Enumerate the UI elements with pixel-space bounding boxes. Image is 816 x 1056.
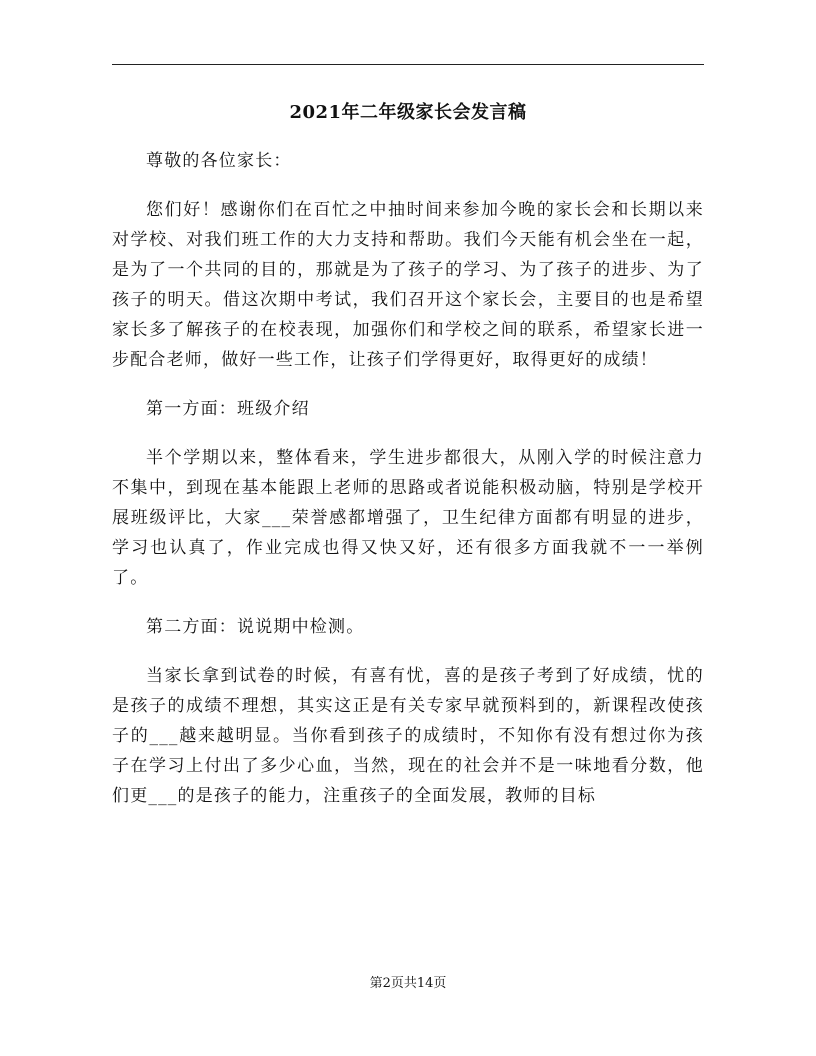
salutation: 尊敬的各位家长： (146, 151, 292, 171)
document-body (112, 146, 704, 830)
paragraph-greeting: 您们好！感谢你们在百忙之中抽时间来参加今晚的家长会和长期以来对学校、对我们班工作的大力支持和帮助。我们今天能有机会坐在一起，是为了一个共同的目的，那就是为了孩子的学习、为了孩子的进步、为了孩子的明天。借这次期中考试，我们召开这个家长会，主要目的也是希望家长多了解孩子的在校表现，加强你们和学校之间的联系，希望家长进一步配合老师，做好一些工作，让孩子们学得更好，取得更好的成绩！ (112, 200, 704, 370)
paragraph-class-intro: 半个学期以来，整体看来，学生进步都很大，从刚入学的时候注意力不集中，到现在基本能跟上老师的思路或者说能积极动脑，特别是学校开展班级评比，大家___荣誉感都增强了，卫生纪律方面都有明显的进步，学习也认真了，作业完成也得又快又好，还有很多方面我就不一一举例了。 (112, 448, 704, 588)
page-number: 第2页共14页 (369, 976, 447, 991)
section-heading-midterm: 第二方面：说说期中检测。 (146, 617, 365, 637)
document-title: 2021年二年级家长会发言稿 (289, 102, 527, 123)
paragraph-midterm: 当家长拿到试卷的时候，有喜有忧，喜的是孩子考到了好成绩，忧的是孩子的成绩不理想，其实这正是有关专家早就预料到的，新课程改使孩子的___越来越明显。当你看到孩子的成绩时，不知你有没有想过你为孩子在学习上付出了多少心血，当然，现在的社会并不是一味地看分数，他们更___的是孩子的能力，注重孩子的全面发展，教师的目标 (112, 666, 704, 806)
section-heading-class-intro: 第一方面：班级介绍 (146, 399, 310, 419)
header-rule (112, 64, 704, 65)
